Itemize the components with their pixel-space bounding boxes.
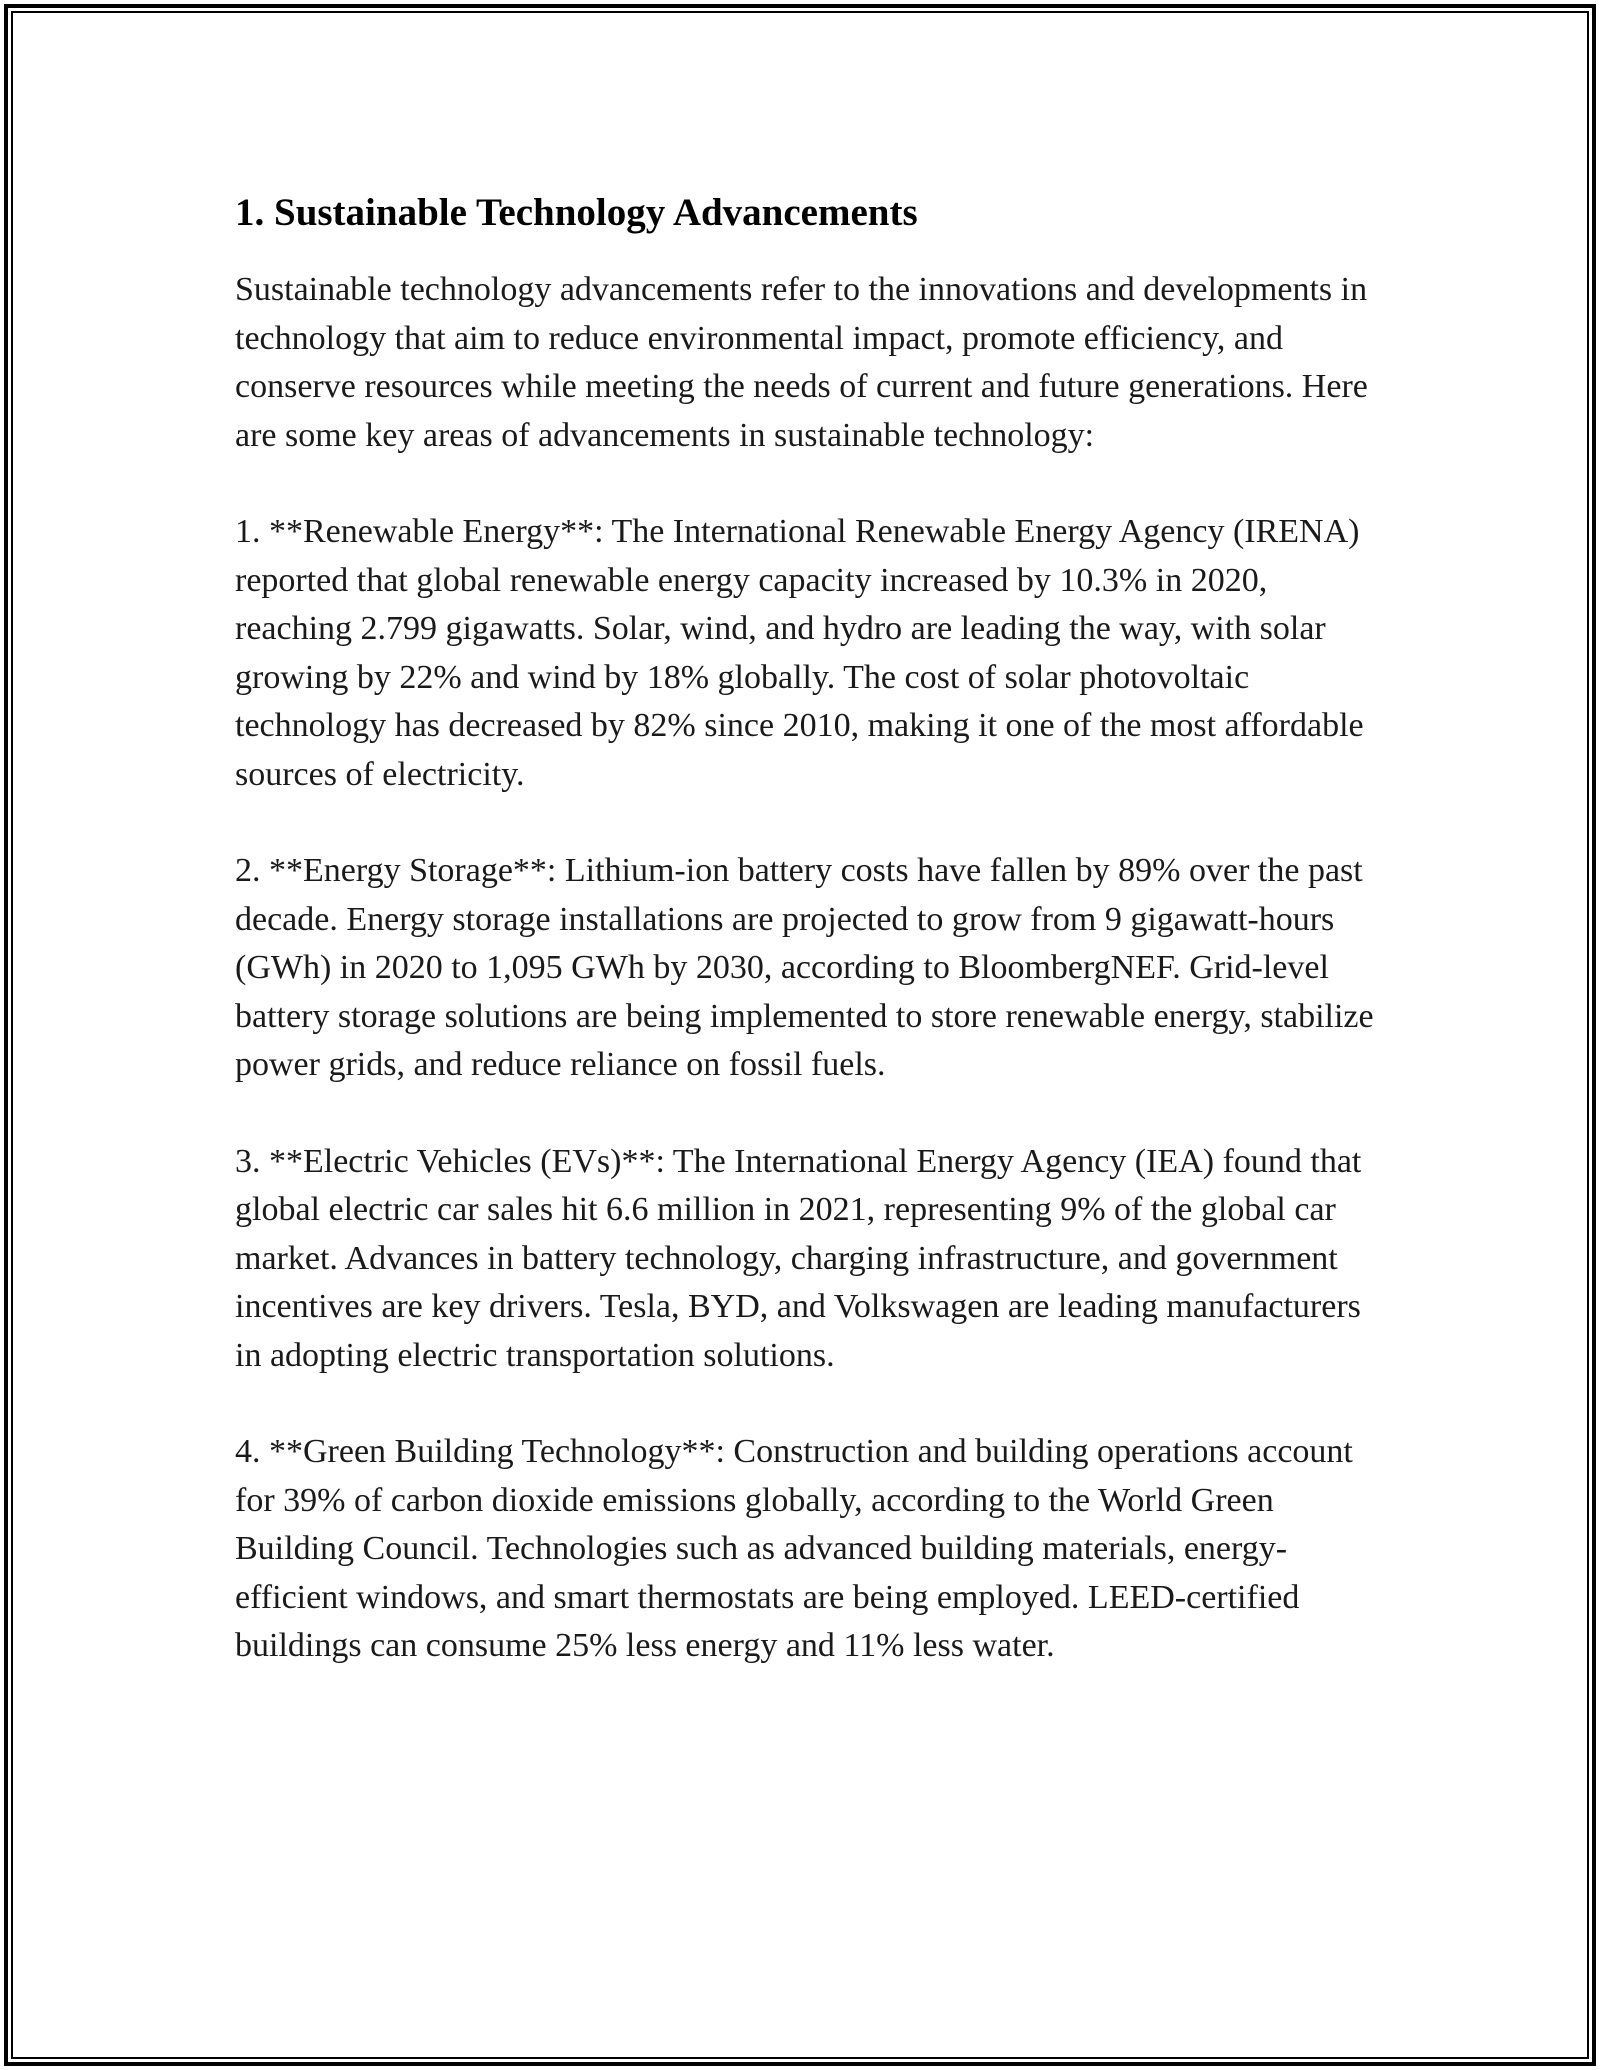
renewable-energy-paragraph: 1. **Renewable Energy**: The International Renewable Energy Agency (IRENA) reported that global renewable energy capacity increased by 10.3% in 2020, reaching 2.799 gigawatts. Solar, wind, and hydro are leading the way, with solar growing by 22% and wind by 18% globally. The cost of solar photovoltaic technology has decreased by 82% since 2010, making it one of the most affordable sources of electricity. [235,513,1364,793]
document-body [235,184,1380,1719]
energy-storage-paragraph: 2. **Energy Storage**: Lithium-ion battery costs have fallen by 89% over the past decade. Energy storage installations are projected to grow from 9 gigawatt-hours (GWh) in 2020 to 1,095 GWh by 2030, according to BloombergNEF. Grid-level battery storage solutions are being implemented to store renewable energy, stabilize power grids, and reduce reliance on fossil fuels. [235,852,1374,1083]
green-building-paragraph: 4. **Green Building Technology**: Construction and building operations account for 39% of carbon dioxide emissions globally, according to the World Green Building Council. Technologies such as advanced building materials, energy-efficient windows, and smart thermostats are being employed. LEED-certified buildings can consume 25% less energy and 11% less water. [235,1433,1353,1664]
electric-vehicles-paragraph: 3. **Electric Vehicles (EVs)**: The International Energy Agency (IEA) found that global electric car sales hit 6.6 million in 2021, representing 9% of the global car market. Advances in battery technology, charging infrastructure, and government incentives are key drivers. Tesla, BYD, and Volkswagen are leading manufacturers in adopting electric transportation solutions. [235,1142,1362,1374]
intro-paragraph: Sustainable technology advancements refer to the innovations and developments in technology that aim to reduce environmental impact, promote efficiency, and conserve resources while meeting the needs of current and future generations. Here are some key areas of advancements in sustainable technology: [235,271,1368,454]
section-heading: 1. Sustainable Technology Advancements [235,191,918,234]
